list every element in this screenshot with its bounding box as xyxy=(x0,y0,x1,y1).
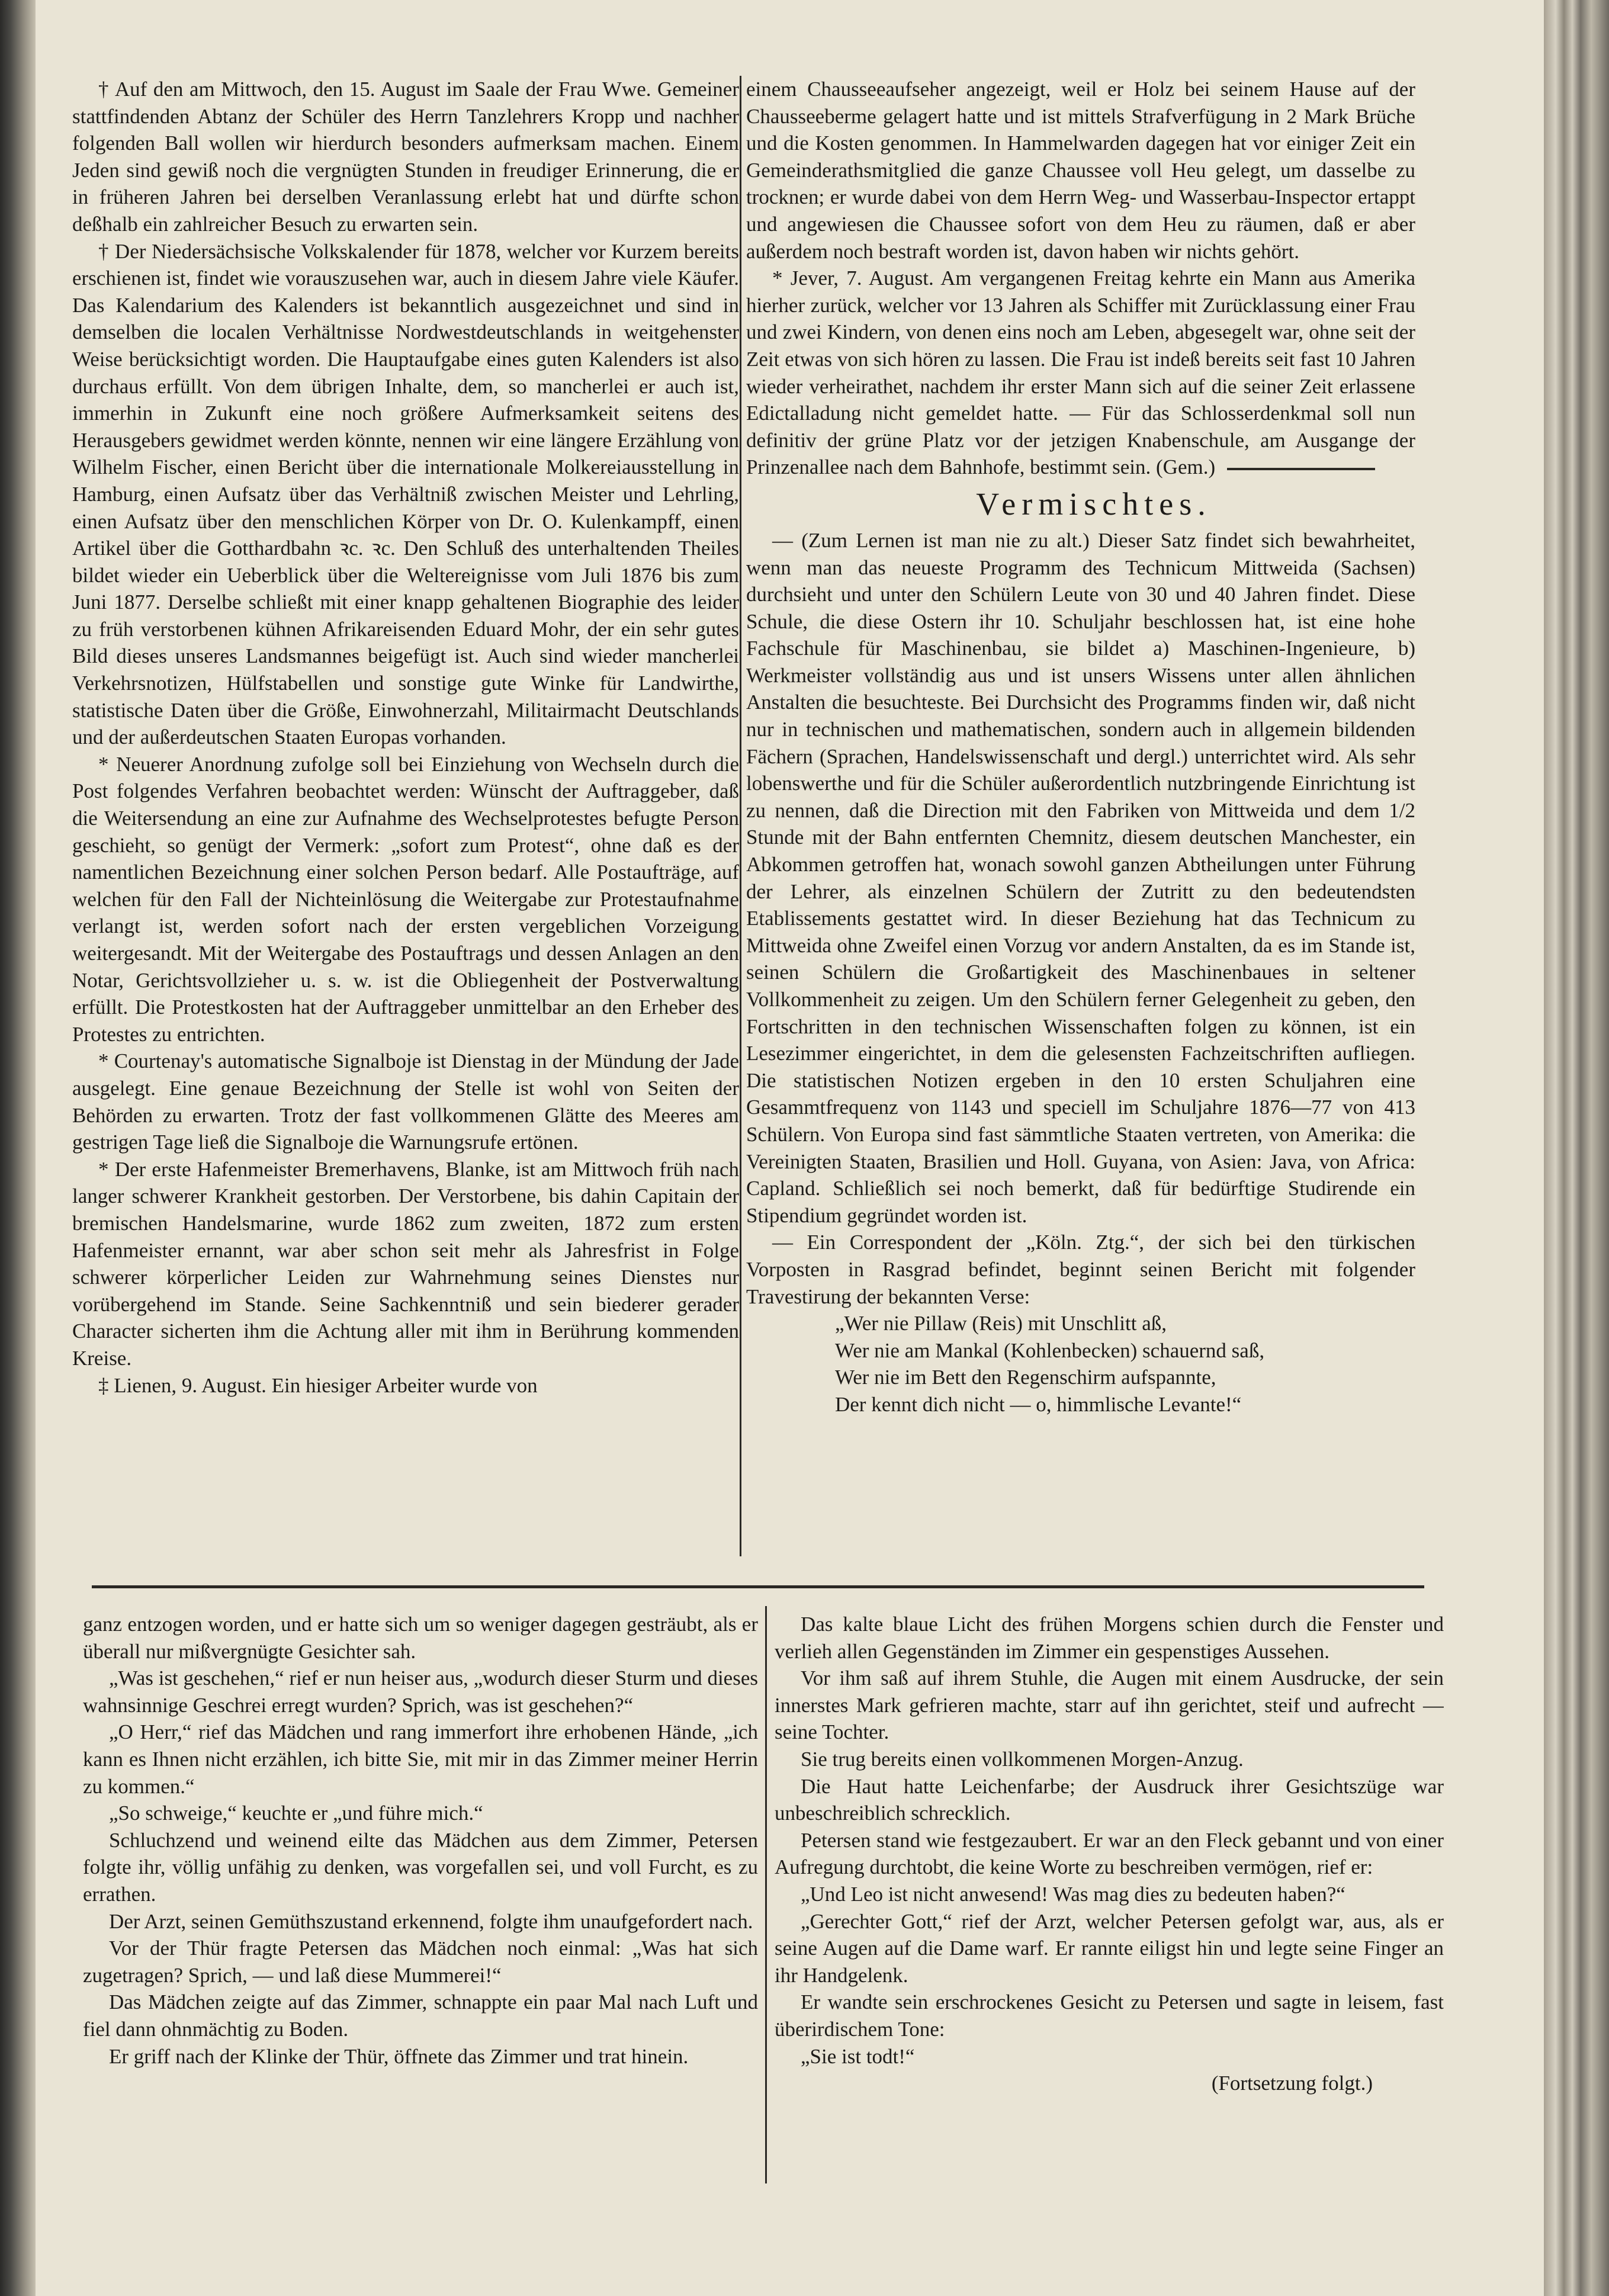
feuilleton-divider xyxy=(92,1585,1424,1588)
feuilleton-column-right xyxy=(775,1611,1444,2197)
news-item-koeln-ztg: — Ein Correspondent der „Köln. Ztg.“, der sich bei den türkischen Vorposten in Rasgrad befindet, beginnt seinen Bericht mit folgender Travestirung der bekannten Verse: xyxy=(746,1231,1415,1308)
news-item-signalboje: * Courtenay's automatische Signalboje ist Dienstag in der Mündung der Jade ausgelegt. Eine genaue Bezeichnung der Stelle ist wohl von Seiten der Behörden zu erwarten. Trotz der fast vollkommenen Glätte des Meeres am gestrigen Tage ließ die Signalboje die Warnungsrufe ertönen. xyxy=(72,1049,739,1154)
news-item-volkskalender: † Der Niedersächsische Volkskalender für 1878, welcher vor Kurzem bereits erschienen ist, findet wie vorauszusehen war, auch in diesem Jahre viele Käufer. Das Kalendarium des Kalenders ist bekanntlich ausgezeichnet und sind in demselben die localen Verhältnisse Nordwestdeutschlands in weitgehenster Weise berücksichtigt worden. Die Hauptaufgabe eines guten Kalenders ist also durchaus erfüllt. Von dem übrigen Inhalte, dem, so mancherlei er auch ist, immerhin in Zukunft eine noch größere Aufmerksamkeit seitens des Herausgebers gewidmet werden könnte, nennen wir eine längere Erzählung von Wilhelm Fischer, einen Bericht über die internationale Molkereiausstellung in Hamburg, einen Aufsatz über das Verhältniß zwischen Meister und Lehrling, einen Aufsatz über den menschlichen Körper von Dr. O. Kulenkampff, einen Artikel über die Gotthardbahn ꝛc. ꝛc. Den Schluß des unterhaltenden Theiles bildet wieder ein Ueberblick über die Weltereignisse vom Juli 1876 bis zum Juni 1877. Derselbe schließt mit einer knapp gehaltenen Biographie des leider zu früh verstorbenen kühnen Afrikareisenden Eduard Mohr, der ein sehr gutes Bild dieses unseres Landsmannes beigefügt ist. Auch sind wieder mancherlei Verkehrsnotizen, Hülfstabellen und sonstige gute Winke für Landwirthe, statistische Daten über die Größe, Einwohnerzahl, Militairmacht Deutschlands und der außerdeutschen Staaten Europas vorhanden. xyxy=(72,239,739,749)
news-column-left xyxy=(72,76,739,1550)
poem-line: Der kennt dich nicht — o, himmlische Levante!“ xyxy=(835,1392,1242,1416)
news-item-lienen: ‡ Lienen, 9. August. Ein hiesiger Arbeiter wurde von xyxy=(98,1373,538,1397)
story-paragraph: Vor der Thür fragte Petersen das Mädchen noch einmal: „Was hat sich zugetragen? Sprich, — und laß diese Mummerei!“ xyxy=(83,1937,758,1987)
story-paragraph: „O Herr,“ rief das Mädchen und rang immerfort ihre erhobenen Hände, „ich kann es Ihnen nicht erzählen, ich bitte Sie, mit mir in das Zimmer meiner Herrin zu kommen.“ xyxy=(83,1720,758,1798)
column-divider-upper xyxy=(740,76,741,1556)
story-paragraph: ganz entzogen worden, und er hatte sich um so weniger dagegen gesträubt, als er überall nur mißvergnügte Gesichter sah. xyxy=(83,1613,758,1663)
story-paragraph: Vor ihm saß auf ihrem Stuhle, die Augen mit einem Ausdrucke, der sein innerstes Mark gefrieren machte, starr auf ihn gerichtet, steif und aufrecht — seine Tochter. xyxy=(775,1666,1444,1744)
story-paragraph: Er wandte sein erschrockenes Gesicht zu Petersen und sagte in leisem, fast überirdischem Tone: xyxy=(775,1990,1444,2041)
story-paragraph: „Sie ist todt!“ xyxy=(801,2044,915,2068)
story-paragraph: Schluchzend und weinend eilte das Mädchen aus dem Zimmer, Petersen folgte ihr, völlig unfähig zu denken, was vorgefallen sei, und voll Furcht, es zu errathen. xyxy=(83,1828,758,1906)
news-item-jever-text: * Jever, 7. August. Am vergangenen Freitag kehrte ein Mann aus Amerika hierher zurück, welcher vor 13 Jahren als Schiffer mit Zurücklassung einer Frau und zwei Kindern, von denen eins noch am Leben, abgesegelt war, ohne seit der Zeit etwas von sich hören zu lassen. Die Frau ist indeß bereits seit fast 10 Jahren wieder verheirathet, nachdem ihr erster Mann sich auf die seiner Zeit erlassene Edictalladung nicht gemeldet hatte. — Für das Schlosserdenkmal soll nun definitiv der grüne Platz vor der jetzigen Knabenschule, am Ausgange der Prinzenallee nach dem Bahnhofe, bestimmt sein. (Gem.) xyxy=(746,266,1415,479)
story-paragraph: „So schweige,“ keuchte er „und führe mich.“ xyxy=(109,1802,483,1825)
story-paragraph: Der Arzt, seinen Gemüthszustand erkennend, folgte ihm unaufgefordert nach. xyxy=(109,1909,753,1933)
continuation-note: (Fortsetzung folgt.) xyxy=(1211,2072,1373,2095)
story-paragraph: „Und Leo ist nicht anwesend! Was mag dies zu bedeuten haben?“ xyxy=(801,1882,1345,1906)
news-item-lienen-continued: einem Chausseeaufseher angezeigt, weil er Holz bei seinem Hause auf der Chausseeberme gelagert hatte und ist mittels Strafverfügung in 2 Mark Brüche und die Kosten genommen. In Hammelwarden dagegen hat vor einiger Zeit ein Gemeinderathsmitglied die ganze Chaussee voll Heu gelegt, um dasselbe zu trocknen; er wurde dabei von dem Herrn Weg- und Wasserbau-Inspector ertappt und angewiesen die Chaussee sofort von dem Heu zu räumen, daß er aber außerdem noch bestraft worden ist, davon haben wir nichts gehört. xyxy=(746,78,1415,263)
story-paragraph: Sie trug bereits einen vollkommenen Morgen-Anzug. xyxy=(801,1747,1244,1771)
story-paragraph: „Was ist geschehen,“ rief er nun heiser aus, „wodurch dieser Sturm und dieses wahnsinnige Geschrei erregt wurden? Sprich, was ist geschehen?“ xyxy=(83,1666,758,1717)
story-paragraph: Die Haut hatte Leichenfarbe; der Ausdruck ihrer Gesichtszüge war unbeschreiblich schrecklich. xyxy=(775,1774,1444,1825)
story-paragraph: Das Mädchen zeigte auf das Zimmer, schnappte ein paar Mal nach Luft und fiel dann ohnmächtig zu Boden. xyxy=(83,1990,758,2041)
story-paragraph: Petersen stand wie festgezaubert. Er war an den Fleck gebannt und von einer Aufregung durchtobt, die keine Worte zu beschreiben vermögen, rief er: xyxy=(775,1828,1444,1879)
news-item-hafenmeister: * Der erste Hafenmeister Bremerhavens, Blanke, ist am Mittwoch früh nach langer schwerer Krankheit gestorben. Der Verstorbene, bis dahin Capitain der bremischen Handelsmarine, wurde 1862 zum zweiten, 1872 zum ersten Hafenmeister ernannt, war aber schon seit mehr als Jahresfrist in Folge schwerer körperlicher Leiden zur Wahrnehmung seines Dienstes nur vorübergehend im Stande. Seine Sachkenntniß und sein biederer gerader Character sicherten ihm die Achtung aller mit ihm in Berührung kommenden Kreise. xyxy=(72,1157,739,1370)
poem-line: Wer nie am Mankal (Kohlenbecken) schauernd saß, xyxy=(835,1338,1265,1362)
poem-line: Wer nie im Bett den Regenschirm aufspannte, xyxy=(835,1366,1216,1389)
poem-line: „Wer nie Pillaw (Reis) mit Unschlitt aß, xyxy=(835,1312,1167,1335)
newspaper-page xyxy=(36,0,1544,2296)
news-item-wechsel: * Neuerer Anordnung zufolge soll bei Einziehung von Wechseln durch die Post folgendes Verfahren beobachtet werden: Wünscht der Auftraggeber, daß die Weitersendung an eine zur Aufnahme des Wechselprotestes befugte Person geschieht, so genügt der Vermerk: „sofort zum Protest“, ohne daß es der namentlichen Bezeichnung einer solchen Person bedarf. Alle Postaufträge, auf welchen für den Fall der Nichteinlösung die Weitergabe zur Protestaufnahme verlangt ist, werden sofort nach der ersten vergeblichen Vorzeigung weitergesandt. Mit der Weitergabe des Postauftrags und dessen Anlagen an den Notar, Gerichtsvollzieher u. s. w. ist die Obliegenheit der Postverwaltung erfüllt. Die Protestkosten hat der Auftraggeber unmittelbar an den Erheber des Protestes zu entrichten. xyxy=(72,752,739,1046)
binding-gutter xyxy=(0,0,36,2296)
end-rule xyxy=(1227,468,1375,470)
news-item-jever xyxy=(746,265,1415,481)
feuilleton-column-left xyxy=(83,1611,758,2197)
section-heading-vermischtes: Vermischtes. xyxy=(976,486,1212,522)
news-column-right xyxy=(746,76,1415,1556)
page-stack-edge xyxy=(1544,0,1609,2296)
news-item-technicum: — (Zum Lernen ist man nie zu alt.) Dieser Satz findet sich bewahrheitet, wenn man das neueste Programm des Technicum Mittweida (Sachsen) durchsieht und unter den Schülern Leute von 30 und 40 Jahren findet. Diese Schule, die diese Ostern ihr 10. Schuljahr beschlossen hat, ist eine hohe Fachschule für Maschinenbau, sie bildet a) Maschinen-Ingenieure, b) Werkmeister vollständig aus und ist unsers Wissens unter allen ähnlichen Anstalten die besuchteste. Bei Durchsicht des Programms finden wir, daß nicht nur in technischen und mathematischen, sondern auch in allgemein bildenden Fächern (Sprachen, Handelswissenschaft und dergl.) unterrichtet wird. Als sehr lobenswerthe und für die Schüler außerordentlich nutzbringende Einrichtung ist zu nennen, daß die Direction mit den Fabriken von Mittweida und dem 1/2 Stunde mit der Bahn entfernten Chemnitz, diesem deutschen Manchester, ein Abkommen getroffen hat, wonach sowohl ganzen Abtheilungen unter Führung der Lehrer, als einzelnen Schülern der Zutritt zu den bedeutendsten Etablissements gestattet wird. In dieser Beziehung hat das Technicum zu Mittweida ohne Zweifel einen Vorzug vor andern Anstalten, da es im Stande ist, seinen Schülern die Großartigkeit des Maschinenbaues in seltener Vollkommenheit zu zeigen. Um den Schülern ferner Gelegenheit zu geben, den Fortschritten in den technischen Wissenschaften folgen zu können, ist ein Lesezimmer eingerichtet, in dem die gelesensten Fachzeitschriften aufliegen. Die statistischen Notizen ergeben in den 10 ersten Schuljahren eine Gesammtfrequenz von 1143 und speciell im Schuljahre 1876—77 von 413 Schülern. Von Europa sind fast sämmtliche Staaten vertreten, von Amerika: die Vereinigten Staaten, Brasilien und Holl. Guyana, von Asien: Java, von Africa: Capland. Schließlich sei noch bemerkt, daß für bedürftige Studirende ein Stipendium gegründet worden ist. xyxy=(746,528,1415,1227)
column-divider-lower xyxy=(765,1606,767,2183)
story-paragraph: Das kalte blaue Licht des frühen Morgens schien durch die Fenster und verlieh allen Gegenständen im Zimmer ein gespenstiges Aussehen. xyxy=(775,1613,1444,1663)
story-paragraph: „Gerechter Gott,“ rief der Arzt, welcher Petersen gefolgt war, aus, als er seine Augen auf die Dame warf. Er rannte eiligst hin und legte seine Finger an ihr Handgelenk. xyxy=(775,1909,1444,1987)
news-item-tanz: † Auf den am Mittwoch, den 15. August im Saale der Frau Wwe. Gemeiner stattfindenden Abtanz der Schüler des Herrn Tanzlehrers Kropp und nachher folgenden Ball wollen wir hierdurch besonders aufmerksam machen. Einem Jeden sind gewiß noch die vergnügten Stunden in freudiger Erinnerung, die er in früheren Jahren bei derselben Veranlassung erlebt hat und dürfte schon deßhalb ein zahlreicher Besuch zu erwarten sein. xyxy=(72,78,739,236)
story-paragraph: Er griff nach der Klinke der Thür, öffnete das Zimmer und trat hinein. xyxy=(109,2044,689,2068)
